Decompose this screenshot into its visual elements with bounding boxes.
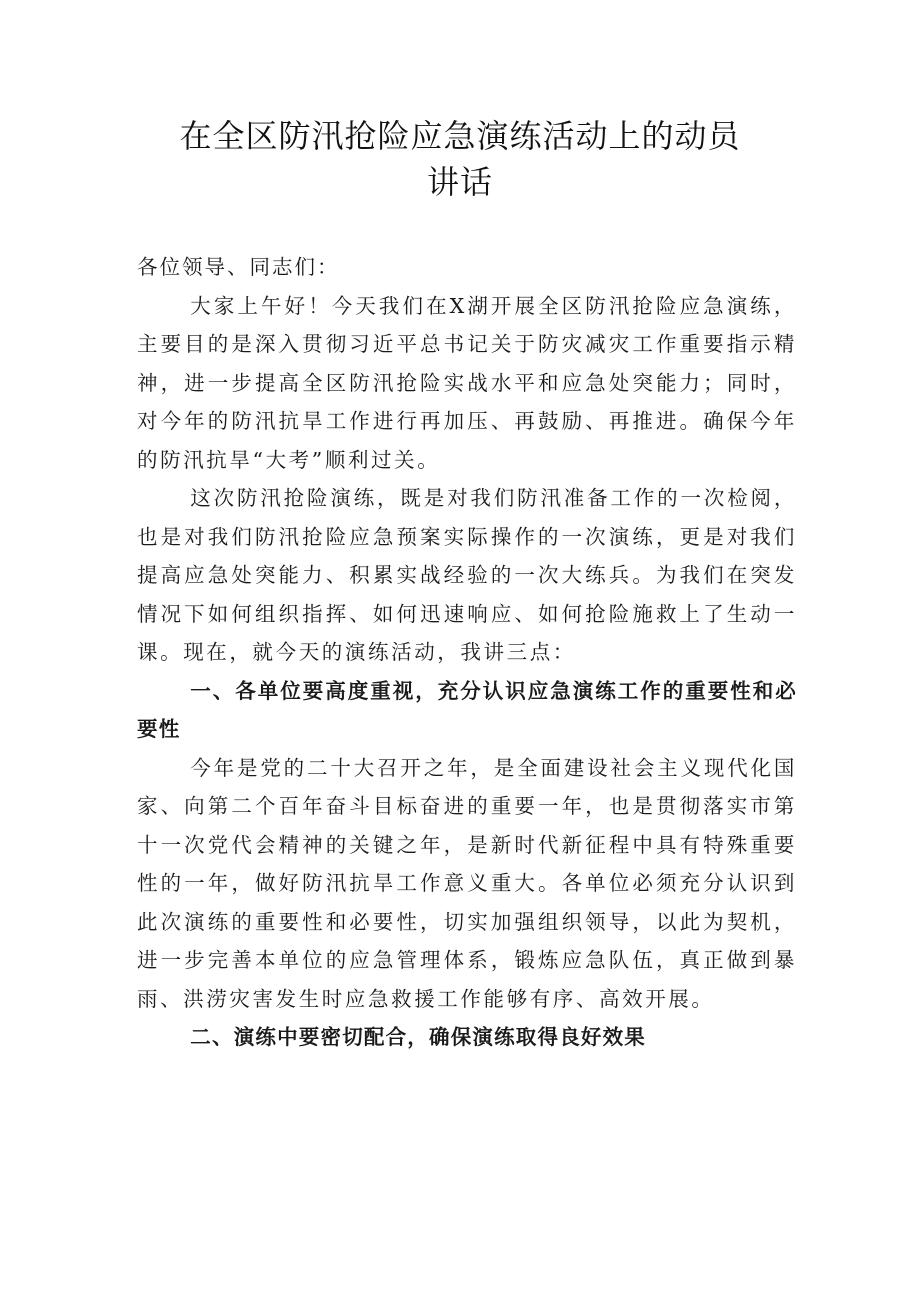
paragraph-3: 今年是党的二十大召开之年，是全面建设社会主义现代化国家、向第二个百年奋斗目标奋进的重要一年，也是贯彻落实市第十一次党代会精神的关键之年，是新时代新征程中具有特殊重要性的一年，做好防汛抗旱工作意义重大。各单位必须充分认识到此次演练的重要性和必要性，切实加强组织领导，以此为契机，进一步完善本单位的应急管理体系，锻炼应急队伍，真正做到暴雨、洪涝灾害发生时应急救援工作能够有序、高效开展。 xyxy=(137,755,797,1011)
document-title-line-2: 讲话 xyxy=(426,163,493,201)
section-heading-1: 一、各单位要高度重视，充分认识应急演练工作的重要性和必要性 xyxy=(137,678,797,741)
paragraph-2: 这次防汛抢险演练，既是对我们防汛准备工作的一次检阅，也是对我们防汛抢险应急预案实际操作的一次演练，更是对我们提高应急处突能力、积累实战经验的一次大练兵。为我们在突发情况下如何组织指挥、如何迅速响应、如何抢险施救上了生动一课。现在，就今天的演练活动，我讲三点： xyxy=(137,486,797,664)
document-title-line-1: 在全区防汛抢险应急演练活动上的动员 xyxy=(179,117,741,155)
section-heading-2: 二、演练中要密切配合，确保演练取得良好效果 xyxy=(190,1025,646,1049)
document-body xyxy=(137,248,797,1057)
salutation: 各位领导、同志们： xyxy=(137,255,340,279)
paragraph-1: 大家上午好！今天我们在X湖开展全区防汛抢险应急演练，主要目的是深入贯彻习近平总书记关于防灾减灾工作重要指示精神，进一步提高全区防汛抢险实战水平和应急处突能力；同时，对今年的防汛抗旱工作进行再加压、再鼓励、再推进。确保今年的防汛抗旱“大考”顺利过关。 xyxy=(137,293,797,472)
